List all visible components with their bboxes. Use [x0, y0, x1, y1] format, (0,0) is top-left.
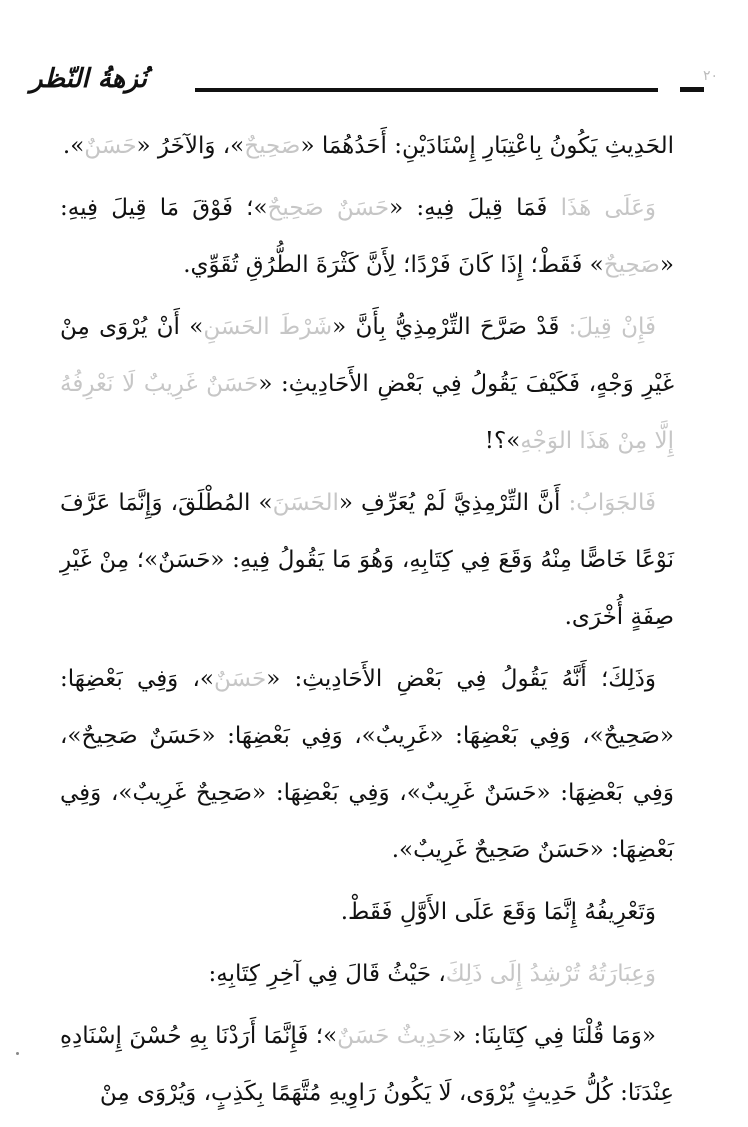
text-segment: »؟! — [484, 428, 521, 454]
text-segment: »، وَفِي بَعْضِهَا: «صَحِيحٌ»، وَفِي بَعْضِهَا: «غَرِيبٌ»، وَفِي بَعْضِهَا: «حَسَنٌ صَحِيحٌ»، وَفِي بَعْضِهَا: «حَسَنٌ غَرِيبٌ»، وَفِي بَعْضِهَا: «صَحِيحٌ غَرِيبٌ»، وَفِي بَعْضِهَا: «حَسَنٌ صَحِيحٌ غَرِيبٌ». — [60, 666, 674, 863]
page-number: ٢٠ — [702, 68, 718, 84]
text-segment: » فَقَطْ؛ إِذَا كَانَ فَرْدًا؛ لِأَنَّ كَثْرَةَ الطُّرُقِ تُقَوِّي. — [183, 252, 604, 278]
text-segment: ، حَيْثُ قَالَ فِي آخِرِ كِتَابِهِ: — [208, 961, 446, 987]
faded-text-segment: حَسَنٌ — [214, 666, 267, 692]
paragraph — [60, 884, 674, 941]
faded-text-segment: حَسَنٌ — [84, 133, 137, 159]
text-segment: وَتَعْرِيفُهُ إِنَّمَا وَقَعَ عَلَى الأَوَّلِ فَقَطْ. — [340, 899, 656, 925]
text-segment: قَدْ صَرَّحَ التِّرْمِذِيُّ بِأَنَّ « — [332, 314, 560, 340]
faded-text-segment: الحَسَنَ — [272, 490, 339, 516]
running-title: نُزهةُ النّظر — [30, 64, 147, 94]
text-segment: «وَمَا قُلْنَا فِي كِتَابِنَا: « — [452, 1023, 656, 1049]
text-segment: » أَنْ يُرْوَى مِنْ غَيْرِ وَجْهٍ، فَكَيْفَ يَقُولُ فِي بَعْضِ الأَحَادِيثِ: « — [60, 314, 674, 397]
scan-speck — [16, 1052, 19, 1055]
text-segment: »؛ فَإِنَّمَا أَرَدْنَا بِهِ حُسْنَ إِسْنَادِهِ عِنْدَنَا: كُلُّ حَدِيثٍ يُرْوَى، لَا يَكُونُ رَاوِيهِ مُتَّهَمًا بِكَذِبٍ، وَيُرْوَى مِنْ — [60, 1023, 674, 1106]
text-segment: فَمَا قِيلَ فِيهِ: « — [389, 195, 548, 221]
faded-text-segment: فَالجَوَابُ: — [560, 490, 656, 516]
text-segment: أَنَّ التِّرْمِذِيَّ لَمْ يُعَرِّفِ « — [338, 490, 561, 516]
paragraph — [60, 475, 674, 646]
faded-text-segment: شَرْطَ الحَسَنِ — [203, 314, 333, 340]
faded-text-segment: فَإِنْ قِيلَ: — [559, 314, 656, 340]
paragraph — [60, 118, 674, 175]
faded-text-segment: حَسَنٌ صَحِيحٌ — [267, 195, 390, 221]
faded-text-segment: حَسَنٌ غَرِيبٌ لَا نَعْرِفُهُ إِلَّا مِنْ هَذَا الوَجْهِ — [60, 371, 674, 454]
paragraph — [60, 946, 674, 1003]
paragraph — [60, 651, 674, 879]
text-segment: » المُطْلَقَ، وَإِنَّمَا عَرَّفَ نَوْعًا خَاصًّا مِنْهُ وَقَعَ فِي كِتَابِهِ، وَهُوَ مَا يَقُولُ فِيهِ: «حَسَنٌ»؛ مِنْ غَيْرِ صِفَةٍ أُخْرَى. — [60, 490, 674, 630]
text-segment: »؛ فَوْقَ مَا قِيلَ فِيهِ: « — [60, 195, 674, 278]
paragraph — [60, 299, 674, 470]
text-segment: ». — [62, 133, 85, 159]
paragraph — [60, 180, 674, 294]
text-segment: »، وَالآخَرُ « — [136, 133, 245, 159]
faded-text-segment: حَدِيثٌ حَسَنٌ — [337, 1023, 453, 1049]
text-segment: وَذَلِكَ؛ أَنَّهُ يَقُولُ فِي بَعْضِ الأَحَادِيثِ: « — [266, 666, 656, 692]
faded-text-segment: وَعَلَى هَذَا — [547, 195, 656, 221]
paragraph — [60, 1008, 674, 1122]
faded-text-segment: صَحِيحٌ — [603, 252, 660, 278]
page-header — [30, 60, 718, 110]
faded-text-segment: وَعِبَارَتُهُ تُرْشِدُ إِلَى ذَلِكَ — [445, 961, 656, 987]
header-dash — [680, 87, 704, 92]
text-segment: الحَدِيثِ يَكُونُ بِاعْتِبَارِ إِسْنَادَيْنِ: أَحَدُهُمَا « — [300, 133, 674, 159]
header-rule — [195, 88, 658, 92]
page-body — [60, 118, 674, 1127]
faded-text-segment: صَحِيحٌ — [244, 133, 301, 159]
